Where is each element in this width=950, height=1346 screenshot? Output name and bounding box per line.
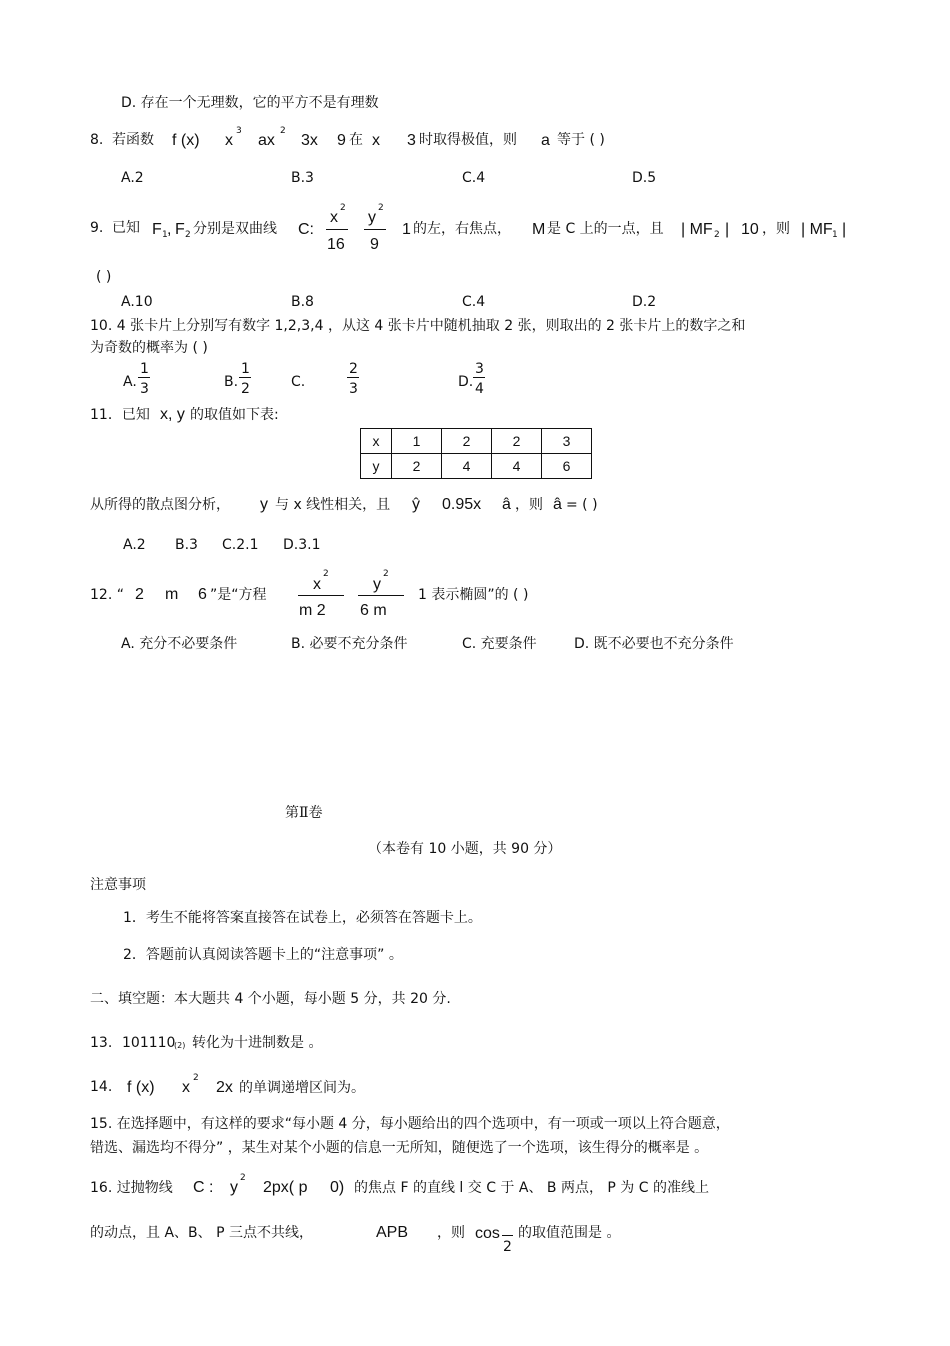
q14-tail: 的单调递增区间为。 xyxy=(239,1080,365,1096)
q10-line1: 10. 4 张卡片上分别写有数字 1,2,3,4 ，从这 4 张卡片中随机抽取 2 张，则取出的 2 张卡片上的数字之和 xyxy=(90,318,746,334)
q8-number: 8. xyxy=(90,132,104,148)
q8-nine: 9 xyxy=(337,132,346,149)
q11-option-d: D.3.1 xyxy=(283,537,321,553)
q9-lead: 已知 xyxy=(112,220,140,236)
table-row xyxy=(361,429,592,454)
q11-option-a: A.2 xyxy=(123,537,146,553)
q11-option-b: B.3 xyxy=(175,537,198,553)
q12-y-exp: 2 xyxy=(383,569,389,579)
q9-f1-sub: 1 xyxy=(162,230,168,240)
q12-y-num: y xyxy=(373,576,381,593)
q11-y: y xyxy=(260,496,268,513)
q15-line1: 15. 在选择题中，有这样的要求“每小题 4 分，每小题给出的四个选项中，有一项或一项以上符合题意， xyxy=(90,1116,730,1132)
q15-line2: 错选、漏选均不得分” ，某生对某个小题的信息一无所知，随便选了一个选项，该生得分的概率是 。 xyxy=(90,1140,709,1156)
table-cell: 2 xyxy=(442,429,492,454)
q9-bar1: | xyxy=(725,221,730,238)
q12-option-a: A. 充分不必要条件 xyxy=(121,636,238,652)
q9-mf2: | MF xyxy=(681,221,713,238)
q9-option-a: A.10 xyxy=(121,294,153,310)
q12-m: m xyxy=(165,586,179,603)
q10-option-c-num: 2 xyxy=(349,361,358,377)
part2-title: 第Ⅱ卷 xyxy=(285,805,323,821)
q8-3x: 3x xyxy=(301,132,318,149)
q12-option-c: C. 充要条件 xyxy=(462,636,537,652)
q16-exp: 2 xyxy=(240,1173,246,1183)
q10-option-a-num: 1 xyxy=(140,361,149,377)
q11-eq: 0.95x xyxy=(442,496,482,513)
q16-ze: ，则 xyxy=(437,1225,465,1241)
q9-mf1: | MF xyxy=(801,221,833,238)
q14-2x: 2x xyxy=(216,1079,233,1096)
q8-option-b: B.3 xyxy=(291,170,314,186)
q8-option-a: A.2 xyxy=(121,170,144,186)
q9-x-num: x xyxy=(330,209,338,226)
q9-tail2: 是 C 上的一点，且 xyxy=(547,221,664,237)
q11-number: 11．已知 xyxy=(90,407,150,423)
q10-option-c-den: 3 xyxy=(349,381,358,397)
q16-eq: 2px( p xyxy=(263,1179,308,1196)
notice-item-2: 2．答题前认真阅读答题卡上的“注意事项” 。 xyxy=(123,947,403,963)
q9-number: 9. xyxy=(90,220,104,236)
q12-option-d: D. 既不必要也不充分条件 xyxy=(574,636,734,652)
q14-exp: 2 xyxy=(193,1073,199,1083)
q16-tail2: 的取值范围是 。 xyxy=(518,1225,621,1241)
q10-option-d-den: 4 xyxy=(475,381,484,397)
q8-option-d: D.5 xyxy=(632,170,657,186)
q12-fraction-bar-2 xyxy=(358,595,404,596)
q12-x-num: x xyxy=(313,576,321,593)
q16-fraction-bar xyxy=(502,1235,513,1236)
q9-tail: 的左，右焦点， xyxy=(413,221,511,237)
q9-x-exp: 2 xyxy=(340,203,346,213)
q9-option-d: D.2 xyxy=(632,294,657,310)
q12-x-den: m 2 xyxy=(299,602,326,619)
q12-x-exp: 2 xyxy=(323,569,329,579)
q10-option-d-num: 3 xyxy=(475,361,484,377)
q10-option-a-label: A. xyxy=(123,374,137,390)
q10-option-d-bar xyxy=(473,377,485,378)
part2-subtitle: （本卷有 10 小题，共 90 分） xyxy=(368,841,562,857)
q13-base: (2) xyxy=(174,1041,186,1050)
q10-option-b-label: B. xyxy=(224,374,239,390)
q14-fx: f (x) xyxy=(127,1079,155,1096)
q16-tail1: 的焦点 F 的直线 l 交 C 于 A、 B 两点， P 为 C 的准线上 xyxy=(354,1180,709,1196)
q9-ze: ，则 xyxy=(762,221,790,237)
q10-option-c-label: C. xyxy=(291,374,306,390)
q10-option-a-bar xyxy=(138,377,150,378)
q10-option-b-den: 2 xyxy=(241,381,250,397)
q11-ahat2: â xyxy=(553,496,562,513)
q9-f2: F xyxy=(175,221,185,238)
q16-lead: 16. 过抛物线 xyxy=(90,1180,173,1196)
q12-number: 12. “ xyxy=(90,587,124,603)
q13-number: 13. xyxy=(90,1035,113,1051)
table-cell: 3 xyxy=(542,429,592,454)
q9-x-den: 16 xyxy=(327,236,345,253)
q16-y: y xyxy=(230,1179,238,1196)
q11-ahat: â xyxy=(502,496,511,513)
q8-x: x xyxy=(225,132,233,149)
q16-line2: 的动点，且 A、B、 P 三点不共线， xyxy=(90,1225,313,1241)
table-header-x: x xyxy=(361,429,392,454)
notice-item-1: 1．考生不能将答案直接答在试卷上，必须答在答题卡上。 xyxy=(123,910,482,926)
q12-option-b: B. 必要不充分条件 xyxy=(291,636,408,652)
q8-tail: 时取得极值，则 xyxy=(419,132,517,148)
q12-six: 6 xyxy=(198,586,207,603)
q10-option-b-bar xyxy=(239,377,251,378)
q12-two: 2 xyxy=(135,586,144,603)
q12-mid: ”是“方程 xyxy=(210,587,267,603)
table-header-y: y xyxy=(361,454,392,479)
q11-yu: 与 x 线性相关，且 xyxy=(275,497,391,513)
q9-y-exp: 2 xyxy=(378,203,384,213)
q11-yhat: ŷ xyxy=(412,496,420,513)
q13-value: 101110 xyxy=(122,1035,176,1051)
q8-zai: 在 xyxy=(349,132,363,148)
q8-end: 等于 ( ) xyxy=(557,132,605,148)
q16-cos: cos xyxy=(475,1225,500,1242)
q12-y-den: 6 m xyxy=(360,602,387,619)
q8-fx: f (x) xyxy=(172,132,200,149)
q10-option-b-num: 1 xyxy=(241,361,250,377)
q11-from: 从所得的散点图分析， xyxy=(90,497,230,513)
q11-end: = ( ) xyxy=(566,497,598,513)
q9-mf2-sub: 2 xyxy=(714,230,720,240)
q12-tail: 1 表示椭圆”的 ( ) xyxy=(418,587,529,603)
q10-option-a-den: 3 xyxy=(140,381,149,397)
q9-y-den: 9 xyxy=(370,236,379,253)
q8-exp2: 2 xyxy=(280,126,286,136)
q10-line2: 为奇数的概率为 ( ) xyxy=(90,340,208,356)
q9-mf1-sub: 1 xyxy=(832,230,838,240)
q10-option-c-bar xyxy=(347,377,359,378)
table-cell: 6 xyxy=(542,454,592,479)
q11-option-c: C.2.1 xyxy=(222,537,259,553)
table-cell: 4 xyxy=(442,454,492,479)
q9-bar2: | xyxy=(842,221,847,238)
q11-value-table xyxy=(360,428,592,479)
table-cell: 2 xyxy=(392,454,442,479)
table-cell: 1 xyxy=(392,429,442,454)
q14-number: 14. xyxy=(90,1079,113,1095)
q8-exp3: 3 xyxy=(236,126,242,136)
q9-one: 1 xyxy=(402,221,411,238)
q9-fraction-bar-1 xyxy=(326,229,348,230)
q8-ax: ax xyxy=(258,132,275,149)
q8-a: a xyxy=(541,132,550,149)
q9-mid: 分别是双曲线 xyxy=(193,221,277,237)
q8-three: 3 xyxy=(407,132,416,149)
table-cell: 2 xyxy=(492,429,542,454)
q14-x: x xyxy=(182,1079,190,1096)
q8-lead: 若函数 xyxy=(112,132,154,148)
q9-option-c: C.4 xyxy=(462,294,486,310)
table-cell: 4 xyxy=(492,454,542,479)
q9-m: M xyxy=(532,221,546,238)
notice-heading: 注意事项 xyxy=(90,877,146,893)
q9-paren: ( ) xyxy=(96,269,112,285)
q9-fraction-bar-2 xyxy=(364,229,386,230)
q16-apb: APB xyxy=(376,1224,409,1241)
q9-comma: , xyxy=(167,221,172,238)
q16-zero: 0) xyxy=(330,1179,345,1196)
q9-c: C: xyxy=(298,221,314,238)
q9-f2-sub: 2 xyxy=(185,230,191,240)
q11-tail: 的取值如下表: xyxy=(190,407,279,423)
q13-tail: 转化为十进制数是 。 xyxy=(192,1035,323,1051)
q9-ten: 10 xyxy=(741,221,759,238)
q9-y-num: y xyxy=(368,209,376,226)
table-row xyxy=(361,454,592,479)
q8-option-c: C.4 xyxy=(462,170,486,186)
q7-option-d: D. 存在一个无理数，它的平方不是有理数 xyxy=(121,95,379,111)
q16-c: C : xyxy=(193,1179,214,1196)
q16-half: 2 xyxy=(503,1239,512,1255)
q9-option-b: B.8 xyxy=(291,294,314,310)
section-heading: 二、填空题：本大题共 4 个小题，每小题 5 分，共 20 分. xyxy=(90,991,451,1007)
q10-option-d-label: D. xyxy=(458,374,474,390)
q12-fraction-bar-1 xyxy=(298,595,344,596)
q11-ze: ，则 xyxy=(515,497,543,513)
q8-x2: x xyxy=(372,132,380,149)
q9-f1: F xyxy=(152,221,162,238)
q11-xy: x, y xyxy=(160,406,185,423)
